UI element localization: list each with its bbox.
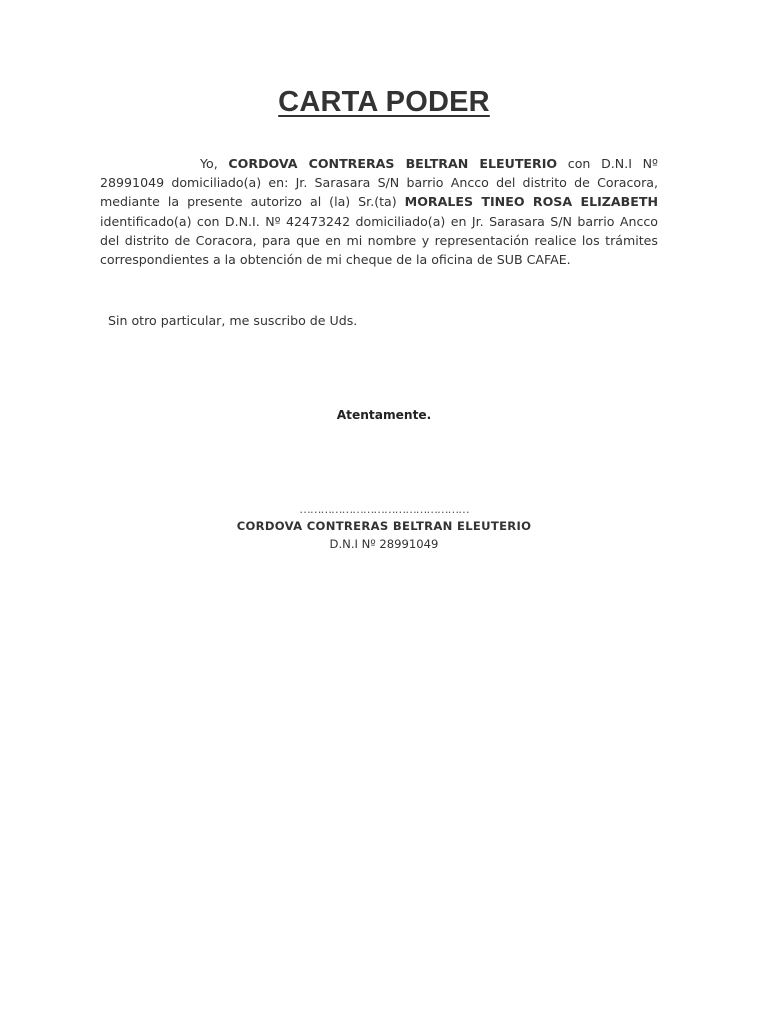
signature-id: D.N.I Nº 28991049 [329, 537, 439, 551]
signature-block [0, 501, 768, 553]
body-text-2: identificado(a) con D.N.I. Nº 42473242 domiciliado(a) en Jr. Sarasara S/N barrio Ancco del distrito de Coracora, para que en mi nombre y representación realice los trámites correspondientes a la obtención de mi cheque de la oficina de SUB CAFAE. [100, 213, 658, 268]
closing-line: Sin otro particular, me suscribo de Uds. [108, 313, 358, 328]
page-title: CARTA PODER [278, 86, 490, 118]
body-text-1: con D.N.I Nº 28991049 domiciliado(a) en: Jr. Sarasara S/N barrio Ancco del distrito de Coracora, mediante la presente autorizo al (la) Sr.(ta) [100, 156, 658, 210]
regards-line: Atentamente. [336, 408, 432, 422]
signature-name: CORDOVA CONTRERAS BELTRAN ELEUTERIO [236, 519, 532, 533]
grantor-name: CORDOVA CONTRERAS BELTRAN ELEUTERIO [228, 156, 558, 171]
signature-line: ………………………………………… [299, 502, 469, 516]
body-paragraph [100, 154, 658, 269]
body-intro: Yo, [200, 156, 229, 171]
grantee-name: MORALES TINEO ROSA ELIZABETH [404, 194, 658, 210]
